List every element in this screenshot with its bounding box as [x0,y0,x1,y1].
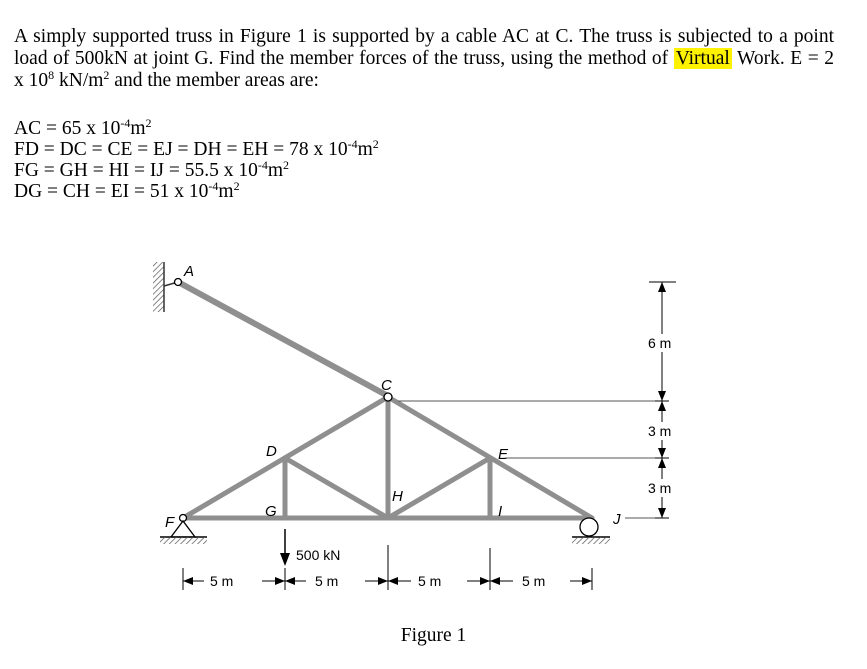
member-ac [178,282,388,396]
label-e: E [498,446,509,463]
label-g: G [265,503,277,520]
load-label: 500 kN [296,547,341,563]
problem-text-3: kN/m [54,70,104,91]
area-line-top-chords: FD = DC = CE = EJ = DH = EH = 78 x $10^{-4}m^2$ [14,137,379,160]
joint-a-pin [175,279,182,286]
roller-support-j [580,518,598,536]
member-eh [388,458,490,518]
pin-support-f [171,521,195,537]
area-line-bottom-chords: FG = GH = HI = IJ = 55.5 x $10^{-4}m^2$ [14,158,290,181]
member-dh [285,458,388,518]
dim-5m-2: 5 m [315,573,339,589]
dimension-leaders [398,401,662,518]
dim-3m-upper: 3 m [648,423,672,439]
dim-3m-lower: 3 m [648,480,672,496]
problem-text-2: Work. E = 2 x 10 [14,48,834,91]
area-line-ac: AC = 65 x $10^{-4}m^2$ [14,116,152,139]
dim-5m-4: 5 m [522,573,546,589]
label-j: J [613,511,621,528]
dim-5m-3: 5 m [418,573,442,589]
dim-5m-1: 5 m [210,573,234,589]
highlighted-word: Virtual [675,48,730,69]
exponent-unit: 2 [103,68,110,82]
label-a: A [184,263,195,280]
joint-c-pin [384,393,392,401]
label-d: D [266,443,277,460]
dim-6m: 6 m [648,335,672,351]
ground-hatch-j [572,537,610,544]
ground-hatch-f [160,537,207,544]
area-line-verticals: DG = CH = EI = 51 x $10^{-4}m^2$ [14,179,240,202]
load-arrow-head [280,553,290,566]
label-h: H [392,488,403,505]
problem-text-4: and the member areas are: [109,70,319,91]
wall-support-a [153,262,164,312]
problem-text-1: A simply supported truss in Figure 1 is supported by a cable AC at C. The truss is subjected to a point load of 500kN at joint G. Find the member forces of the truss, using the method of [14,26,834,69]
label-c: C [381,377,392,394]
label-f: F [165,514,175,531]
label-i: I [498,503,503,520]
exponent-E: 8 [48,68,55,82]
figure-caption: Figure 1 [400,625,467,646]
